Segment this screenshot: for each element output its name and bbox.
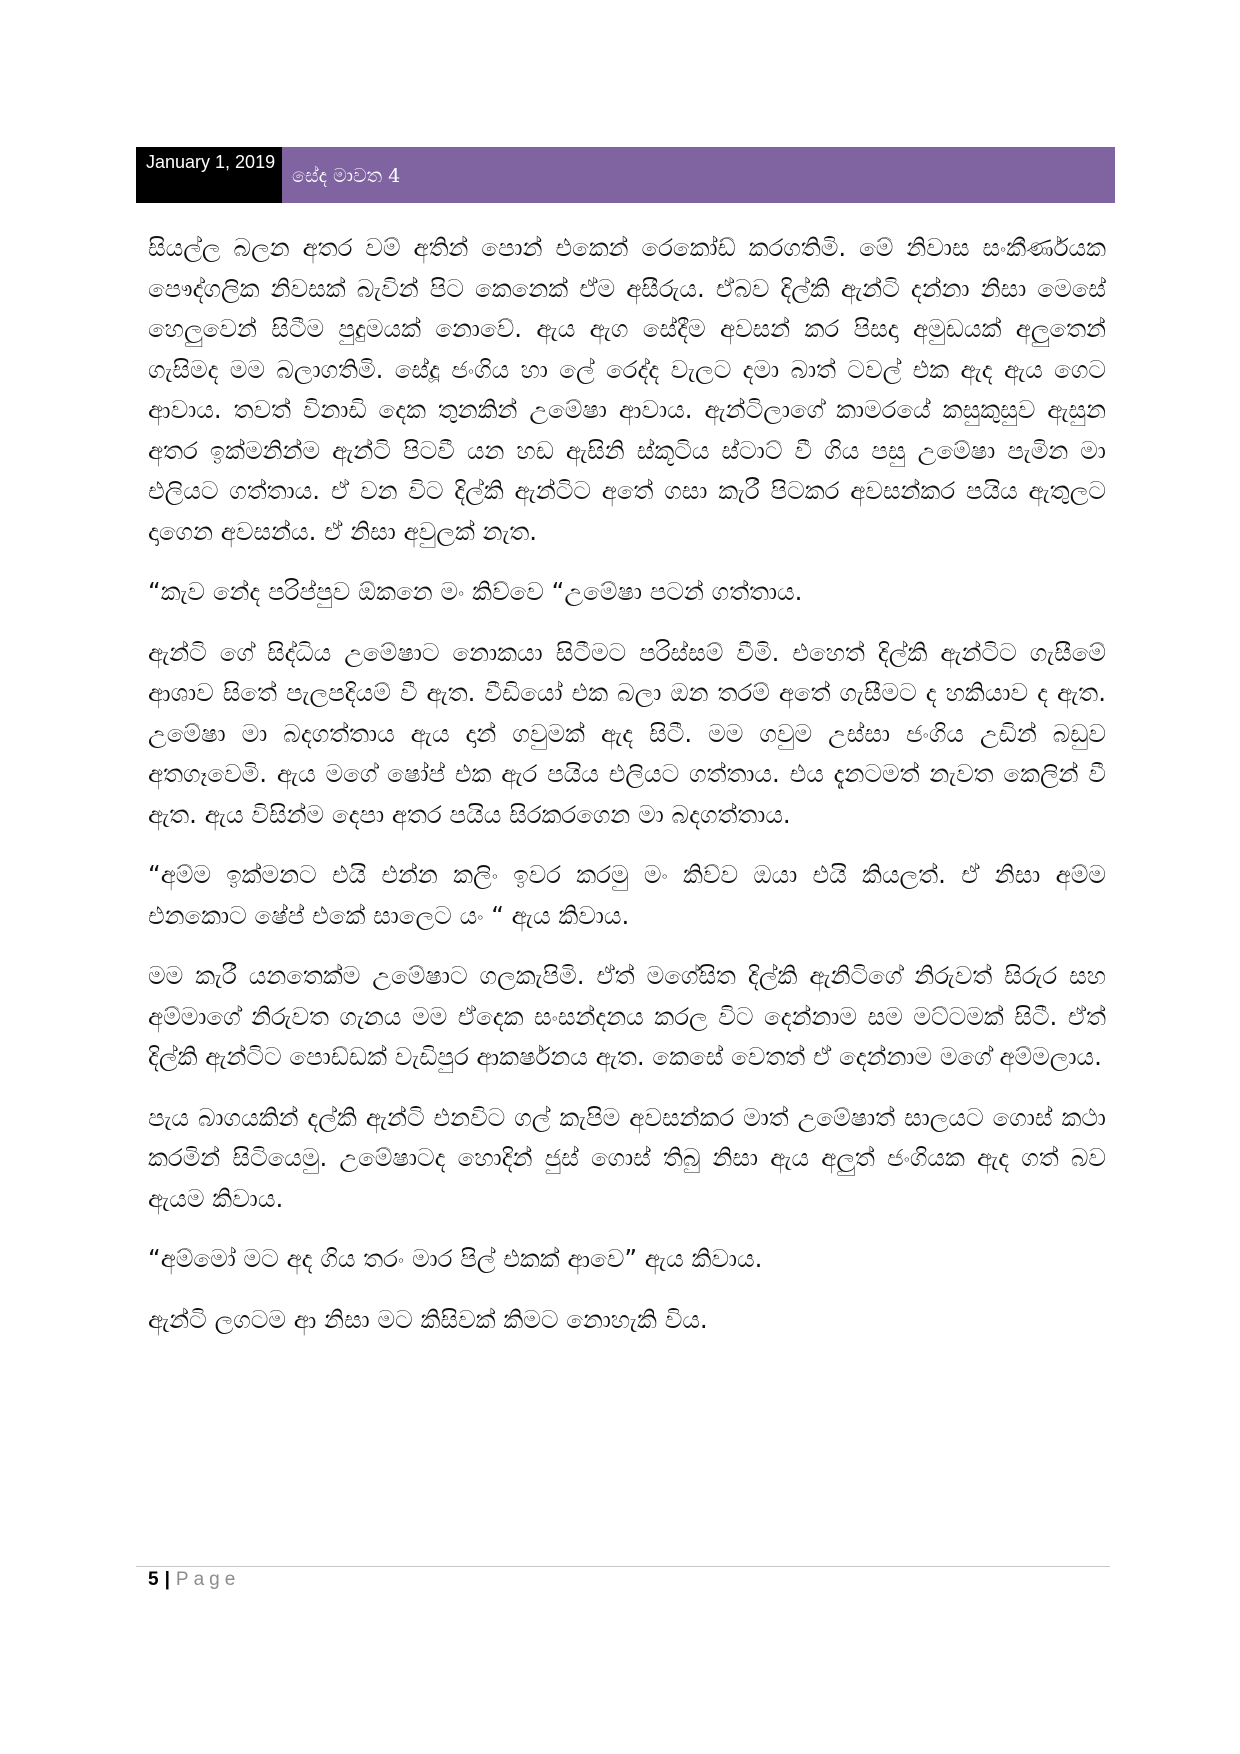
page-number: 5	[148, 1569, 159, 1590]
paragraph: ඇන්ටි ලගටම ආ නිසා මට කිසිවක් කිමට නොහැකි විය.	[148, 1304, 708, 1334]
header-title: සේද මාවත 4	[282, 147, 1115, 203]
paragraph: සියල්ල බලන අතර වම් අතින් පොන් එකෙන් රෙකෝඩ් කරගතිමි. මේ නිවාස සංකීර්ණයක පෞද්ගලික නිවසක් බැවින් පිට කෙනෙක් ඒම අසීරුය. ඒබව දිල්කි ඇන්ටි දන්නා නිසා මෙසේ හෙලුවෙන් සිටීම පුදුමයක් නොවේ. ඇය ඇග සේදීම අවසන් කර පිසදා අමුඩයක් අලුතෙන් ගැසිමද මම බලාගතිමි. සේදූ ජංගිය හා ලේ රෙද්ද වැලට දමා බාත් ටවල් එක ඇද ඇය ගෙට ආවාය. තවත් විනාඩි දෙක තුනකින් උමේෂා ආවාය. ඇන්ටිලාගේ කාමරයේ කසුකුසුව ඇසුන අතර ඉක්මනින්ම ඇන්ටි පිටවී යන හඩ ඇසිනි ස්කූටිය ස්ටාට් වී ගිය පසු උමේෂා පැමින මා එලියට ගත්තාය. ඒ වන විට දිල්කි ඇන්ටිට අතේ ගසා කැරී පිටකර අවසන්කර පයිය ඇතුලට දාගෙන අවසන්ය. ඒ නිසා අවුලක් නැත.	[148, 233, 1106, 546]
paragraph: “අම්ම ඉක්මනට එයි එන්න කලිං ඉවර කරමු මං කිව්ව ඔයා එයි කියලත්. ඒ නිසා අම්ම එනකොට ෂේප් එකේ සාලෙට යං “ ඇය කිවාය.	[148, 860, 1106, 930]
footer-separator: |	[164, 1569, 170, 1590]
paragraph: “කැව නේද පරිප්පුව ඕකනෙ මං කිව්වෙ “උමේෂා පටන් ගත්තාය.	[148, 577, 803, 606]
page-header	[136, 147, 1115, 203]
header-date: January 1, 2019	[136, 147, 282, 203]
body-text	[148, 228, 1106, 1360]
paragraph: මම කැරී යනතෙක්ම උමේෂාට ගලකැපිමි. ඒත් මගේසිත දිල්කි ඇනිටිගේ නිරුවත් සිරුර සහ අම්මාගේ නිරුවත ගැනය මම ඒදෙක සංසන්දනය කරල විට දෙන්නාම සම මට්ටමක් සිටී. ඒත් දිල්කි ඇන්ටිට පොඩ්ඩක් වැඩිපුර ආකර්ෂනය ඇත. කෙසේ වෙතත් ඒ දෙන්නාම මගේ අම්මලාය.	[148, 961, 1106, 1071]
page-label: Page	[175, 1569, 241, 1590]
page-footer	[148, 1569, 240, 1591]
paragraph: “අම්මෝ මට අද ගිය තරං මාර පිල් එකක් ආවෙ” ඇය කිවාය.	[148, 1244, 763, 1273]
paragraph: පැය බාගයකින් දල්කි ඇන්ටි එනවිට ගල් කැපිම අවසන්කර මාත් උමේෂාත් සාලයට ගොස් කථා කරමින් සිටියෙමු. උමේෂාටද හොදින් ජුස් ගොස් තිබු නිසා ඇය අලුත් ජංගියක ඇද ගත් බව ඇයම කිවාය.	[148, 1102, 1106, 1213]
paragraph: ඇන්ටි ගේ සිද්ධිය උමේෂාට නොකයා සිටීමට පරිස්සම් වීමි. එහෙත් දිල්කි ඇන්ටිට ගැසීමේ ආශාව සිතේ පැලපදියම් වී ඇත. වීඩියෝ එක බලා ඔන තරම් අතේ ගැසීමට ද හකියාව ද ඇත. උමේෂා මා බදගත්තාය ඇය දාන් ගවුමක් ඇද සිටී. මම ගවුම උස්සා ජංගිය උඩින් බඩුව අතගෑවෙමි. ඇය මගේ ෂෝප් එක ඇර පයිය එලියට ගත්තාය. එය දැනටමත් නැවත කෙලින් වී ඇත. ඇය විසින්ම දෙපා අතර පයිය සිරකරගෙන මා බදගත්තාය.	[148, 637, 1106, 829]
footer-divider	[136, 1566, 1110, 1567]
